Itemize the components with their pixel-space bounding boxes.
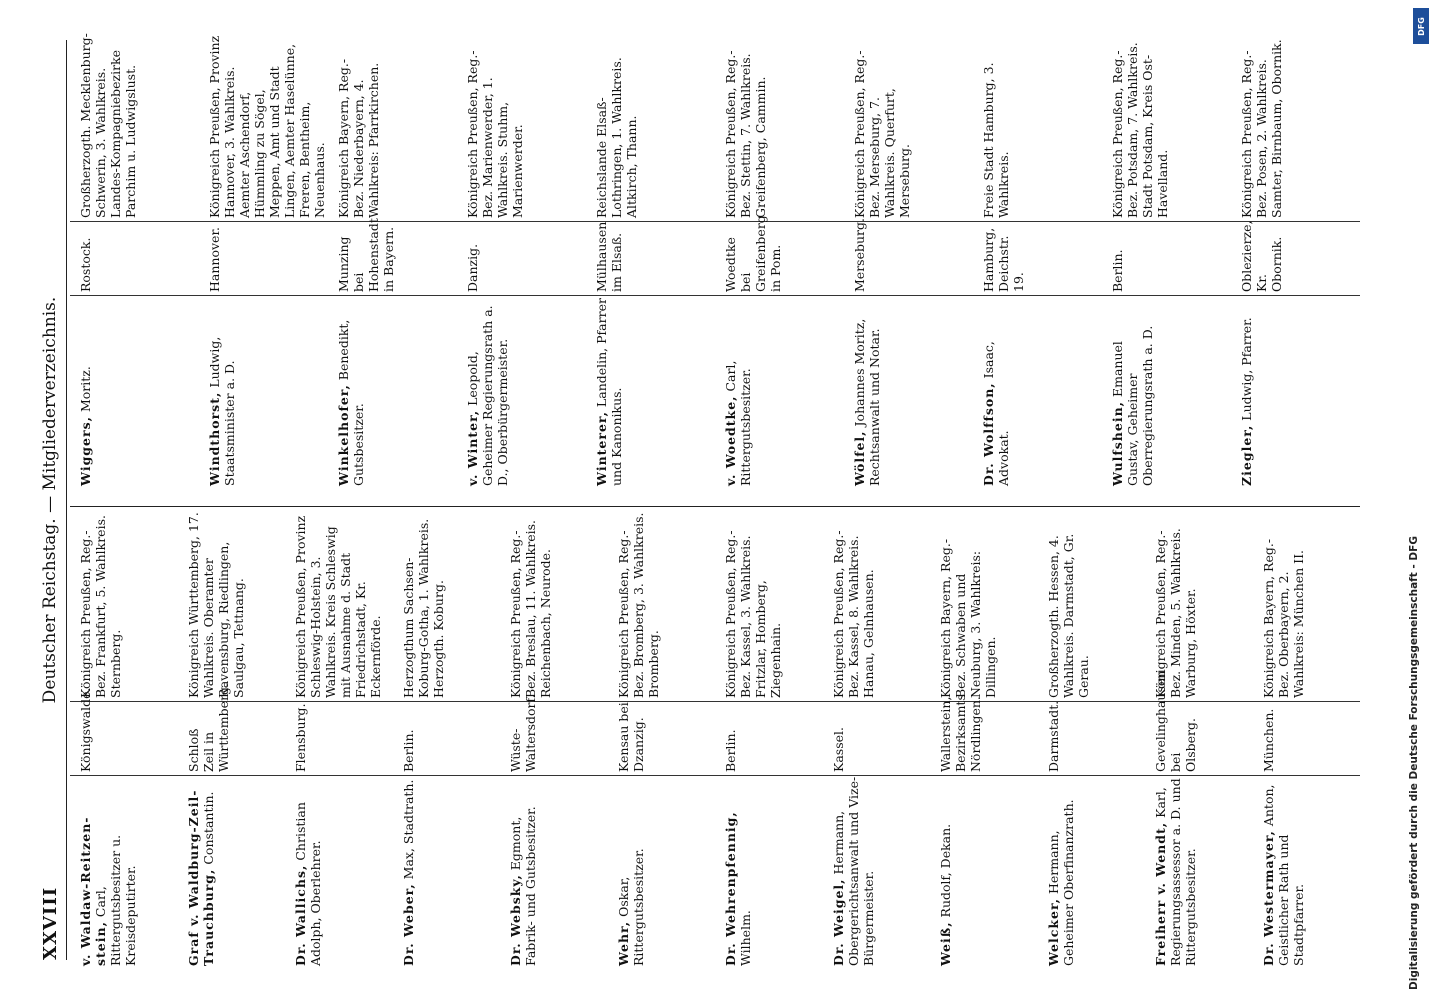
member-constituency: Königreich Preußen, Reg.-Bez. Posen, 2. Wahlkreis. Samter, Birnbaum, Obornik. [1239,39,1284,218]
member-constituency: Königreich Preußen, Provinz Schleswig-Holstein, 3. Wahlkreis. Kreis Schleswig mit Ausnahme d. Stadt Friedrichstadt, Kr. Eckernförde. [293,515,383,698]
member-row [723,30,844,490]
member-residence: Hannover. [207,226,222,292]
member-name: Graf v. Waldburg-Zeil-Trauchburg, [185,789,216,966]
right-column-table [70,30,1360,490]
member-row [1046,510,1146,970]
member-residence: Schloß Zeil in Württemberg. [185,682,231,772]
member-name: Dr. Websky, [508,874,523,966]
member-residence: Wallerstein, Bezirksamts Nördlingen. [938,694,983,772]
member-residence: Merseburg. [852,218,867,292]
member-constituency: Königreich Preußen, Reg.-Bez. Frankfurt, 5. Wahlkreis. Sternberg. [78,515,123,698]
member-name: Dr. Weigel, [830,878,846,966]
member-residence: Woedtke bei Greifenberg in Pom. [723,215,783,292]
digitization-credit: Digitalisierung gefördert durch die Deutsche Forschungsgemeinschaft - DFG [1408,536,1420,990]
member-row [78,510,178,970]
member-row [78,30,199,490]
member-constituency: Königreich Bayern, Reg.-Bez. Oberbayern, 2. Wahlkreis: München II. [1260,538,1306,698]
member-constituency: Königreich Preußen, Reg.-Bez. Breslau, 11. Wahlkreis. Reichenbach, Neurode. [508,520,553,698]
member-description: Hermann, Geheimer Oberfinanzrath. [1045,799,1076,966]
member-name-cell [186,776,216,966]
running-title: Deutscher Reichstag. — Mitgliederverzeichnis. [40,296,60,704]
member-description: Rudolf, Dekan. [938,823,953,918]
member-row [1110,30,1231,490]
member-row [723,510,823,970]
member-name: Freiherr v. Wendt, [1153,821,1168,966]
member-description: Landelin, Pfarrer und Kanonikus. [594,298,624,486]
member-constituency: Freie Stadt Hamburg, 3. Wahlkreis. [981,62,1011,218]
member-name: v. Waldaw-Reitzen-stein, [78,816,108,966]
member-description: Wilhelm. [738,910,753,966]
member-name-cell [981,296,1011,486]
member-row [594,30,715,490]
member-constituency: Reichslande Elsaß-Lothringen, 1. Wahlkreis. Altkirch, Thann. [594,57,639,218]
member-name: Welcker, [1045,898,1061,966]
member-residence: Berlin. [723,729,738,772]
member-constituency: Königreich Preußen, Reg.-Bez. Kassel, 8. Wahlkreis. Hanau, Gelnhausen. [830,530,876,698]
member-constituency: Königreich Preußen, Provinz Hannover, 3. Wahlkreis. Aemter Aschendorf, Hümmling zu Sögel, Meppen, Amt und Stadt Lingen, Aemter Haselünne, Freren, Bentheim, Neuenhaus. [207,35,327,218]
member-name: Dr. Westermayer, [1260,830,1276,966]
member-name: Windthorst, [207,391,222,486]
member-constituency: Großherzogth. Mecklenburg-Schwerin, 3. Wahlkreis. Landes-Kompagniebezirke Parchim u. Ludwigslust. [78,33,138,218]
member-description: Ludwig, Staatsminister a. D. [207,336,237,486]
member-constituency: Königreich Preußen, Reg.-Bez. Marienwerder, 1. Wahlkreis. Stuhm, Marienwerder. [465,50,525,218]
member-name: v. Woedtke, [723,395,738,486]
member-name-cell [207,296,237,486]
member-name: Wölfel, [852,430,867,486]
page-number: XXVIII [40,886,61,960]
member-residence: München. [1260,708,1276,772]
header-rule [66,40,67,960]
member-name-cell [78,296,93,486]
member-row [293,510,393,970]
member-residence: Danzig. [465,243,480,292]
member-name-cell [465,296,510,486]
member-name-cell [1153,776,1198,966]
member-row [1239,30,1360,490]
member-name-cell [78,776,138,966]
member-name-cell [938,776,953,966]
member-name-cell [293,776,323,966]
member-residence: Darmstadt. [1045,700,1061,772]
member-constituency: Herzogthum Sachsen-Koburg-Gotha, 1. Wahlkreis. Herzogth. Koburg. [400,518,446,698]
member-name: v. Winter, [465,409,480,486]
member-name-cell [594,296,624,486]
member-row [336,30,457,490]
member-description: Egmont, Fabrik- und Gutsbesitzer. [508,806,538,966]
member-description: Carl, Rittergutsbesitzer u. Kreisdeputirter. [93,834,138,966]
member-residence: Gevelinghausen bei Olsberg. [1153,670,1198,772]
member-name: Dr. Wehrenpfennig, [723,811,738,966]
member-row [616,510,716,970]
member-description: Hermann, Obergerichtsanwalt und Vize-Bürgermeister. [830,776,876,966]
member-residence: Königswalde. [78,687,93,772]
member-description: Leopold, Geheimer Regierungsrath a. D., Oberbürgermeister. [465,305,510,486]
member-residence: Kassel. [830,727,846,772]
member-description: Carl, Rittergutsbesitzer. [723,360,753,486]
member-name: Wehr, [615,920,631,966]
member-constituency: Königreich Preußen, Reg.-Bez. Bromberg, 3. Wahlkreis. Bromberg. [615,512,661,698]
member-name: Winterer, [594,411,609,486]
page-header [0,0,70,1000]
member-description: Anton, Geistlicher Rath und Stadtpfarrer. [1260,784,1306,966]
member-description: Johannes Moritz, Rechtsanwalt und Notar. [852,318,882,486]
member-description: Isaac, Advokat. [981,341,1011,486]
member-residence: Hamburg, Deichstr. 19. [981,227,1026,292]
member-constituency: Königreich Preußen, Reg.-Bez. Minden, 5. Wahlkreis. Warburg, Höxter. [1153,528,1198,698]
member-name: Wulfshein, [1110,400,1125,486]
left-column-table [70,510,1360,970]
member-constituency: Königreich Württemberg, 17. Wahlkreis. Oberamter Ravensburg, Riedlingen, Saulgau, Tettnang. [185,512,246,698]
member-residence: Kensau bei Dzanzig. [615,702,646,772]
member-name-cell [401,776,416,966]
member-row [1261,510,1361,970]
member-name-cell [1110,296,1155,486]
member-description: Christian Adolph, Oberlehrer. [293,802,323,966]
member-row [852,30,973,490]
member-name-cell [336,296,366,486]
member-residence: Berlin. [1110,249,1125,292]
member-residence: Berlin. [400,729,416,772]
member-name: Dr. Wallichs, [293,864,308,966]
member-name: Weiß, [938,921,953,966]
member-row [1153,510,1253,970]
member-constituency: Königreich Preußen, Reg.-Bez. Potsdam, 7. Wahlkreis. Stadt Potsdam, Kreis Ost-Havelland. [1110,42,1170,218]
member-description: Emanuel Gustav, Geheimer Oberregierungsrath a. D. [1110,325,1155,486]
member-residence: Flensburg. [293,703,308,772]
member-name: Winkelhofer, [336,384,351,486]
member-name: Wiggers, [78,416,93,486]
member-name-cell [1261,776,1306,966]
center-divider [70,506,1360,507]
member-constituency: Königreich Bayern, Reg.-Bez. Niederbayern, 4. Wahlkreis: Pfarrkirchen. [336,58,381,218]
member-name-cell [723,296,753,486]
member-row [186,510,286,970]
member-name-cell [1239,296,1254,486]
member-name: Dr. Weber, [400,883,416,966]
member-name-cell [1046,776,1076,966]
member-description: Max, Stadtrath. [400,779,416,880]
member-residence: Wüste-Waltersdorf. [508,694,538,772]
member-residence: Rostock. [78,237,93,292]
member-name-cell [831,776,876,966]
member-description: Benedikt, Gutsbesitzer. [336,319,366,486]
member-name-cell [723,776,753,966]
member-constituency: Königreich Preußen, Reg.-Bez. Kassel, 3. Wahlkreis. Fritzlar, Homberg, Ziegenhain. [723,530,783,698]
member-row [938,510,1038,970]
member-row [401,510,501,970]
member-row [981,30,1102,490]
member-constituency: Großherzogth. Hessen, 4. Wahlkreis. Darmstadt, Gr. Gerau. [1045,533,1091,698]
member-row [207,30,328,490]
member-name: Dr. Wolffson, [981,382,996,486]
dfg-logo: DFG [1413,8,1429,44]
member-description: Ludwig, Pfarrer. [1239,317,1254,421]
member-description: Constantin. [200,791,216,865]
member-residence: Oblezierze, Kr. Obornik. [1239,220,1284,292]
member-name-cell [616,776,646,966]
member-name: Ziegler, [1239,424,1254,486]
member-residence: Mülhausen im Elsaß. [594,221,624,292]
member-residence: Munzing bei Hohenstadt in Bayern. [336,218,396,292]
member-constituency: Königreich Preußen, Reg.-Bez. Merseburg, 7. Wahlkreis. Querfurt, Merseburg. [852,50,912,218]
member-description: Karl, Regierungsassessor a. D. und Rittergutsbesitzer. [1153,778,1198,966]
member-constituency: Königreich Preußen, Reg.-Bez. Stettin, 7. Wahlkreis. Greifenberg, Cammin. [723,50,768,218]
member-description: Oskar, Rittergutsbesitzer. [615,848,646,966]
member-row [831,510,931,970]
member-row [508,510,608,970]
member-constituency: Königreich Bayern, Reg.-Bez. Schwaben und Neuburg, 3. Wahlkreis: Dillingen. [938,538,998,698]
member-name-cell [508,776,538,966]
member-name-cell [852,296,882,486]
member-description: Moritz. [78,366,93,413]
member-row [465,30,586,490]
